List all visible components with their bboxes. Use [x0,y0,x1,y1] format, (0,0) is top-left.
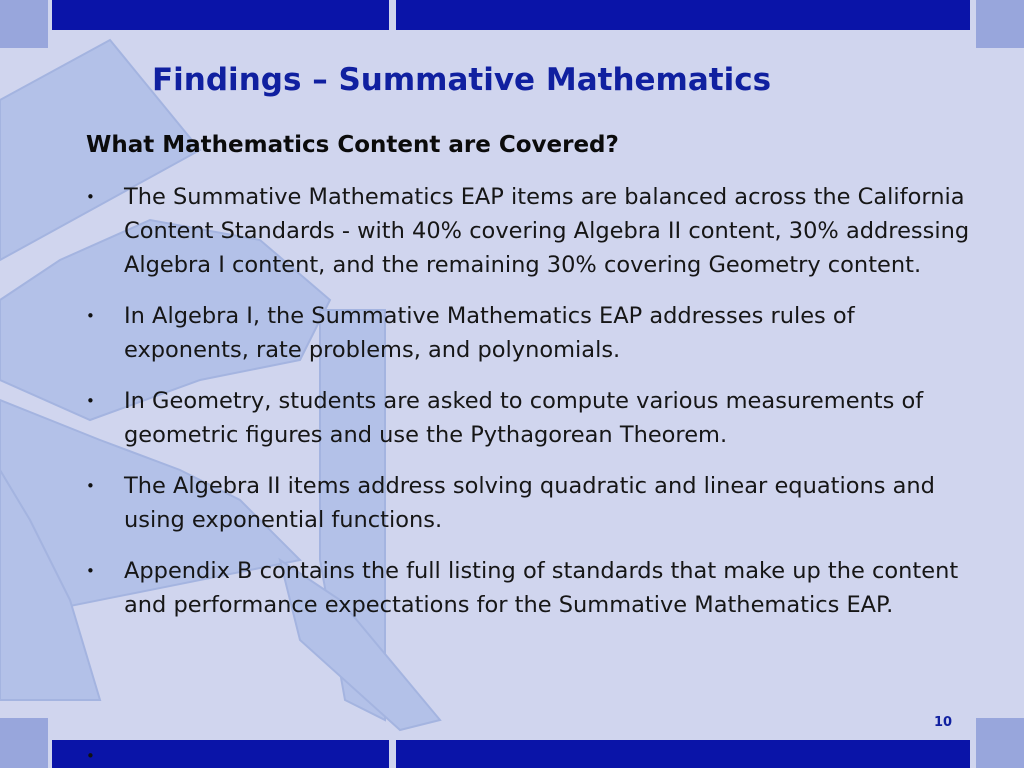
bullet-item [86,554,986,622]
bullet-marker: • [86,307,95,325]
bullet-item [86,180,986,282]
bullet-item [86,384,986,452]
top-bar-right [396,0,970,30]
bullet-marker: • [86,188,95,206]
slide-title: Findings – Summative Mathematics [152,62,772,98]
bullet-item [86,469,986,537]
bullet-list [86,180,986,639]
bottom-bar-left [52,740,389,768]
bullet-text: The Algebra II items address solving quadratic and linear equations and using exponential functions. [124,473,935,533]
bullet-marker: • [86,477,95,495]
bullet-text: The Summative Mathematics EAP items are balanced across the California Content Standards - with 40% covering Algebra II content, 30% addressing Algebra I content, and the remaining 30% covering Geometry content. [124,184,970,278]
bullet-marker: • [86,392,95,410]
page-number: 10 [934,715,953,730]
empty-bullet-marker: • [86,747,95,765]
bullet-marker: • [86,562,95,580]
bottom-left-corner-block [0,718,48,768]
top-right-corner-block [976,0,1024,48]
top-bar-left [52,0,389,30]
bullet-text: Appendix B contains the full listing of standards that make up the content and performance expectations for the Summative Mathematics EAP. [124,558,959,618]
bullet-text: In Geometry, students are asked to compute various measurements of geometric figures and use the Pythagorean Theorem. [124,388,924,448]
section-heading: What Mathematics Content are Covered? [86,132,619,158]
bullet-item [86,299,986,367]
bullet-text: In Algebra I, the Summative Mathematics EAP addresses rules of exponents, rate problems, and polynomials. [124,303,855,363]
bottom-right-corner-block [976,718,1024,768]
top-left-corner-block [0,0,48,48]
bottom-bar-right [396,740,970,768]
